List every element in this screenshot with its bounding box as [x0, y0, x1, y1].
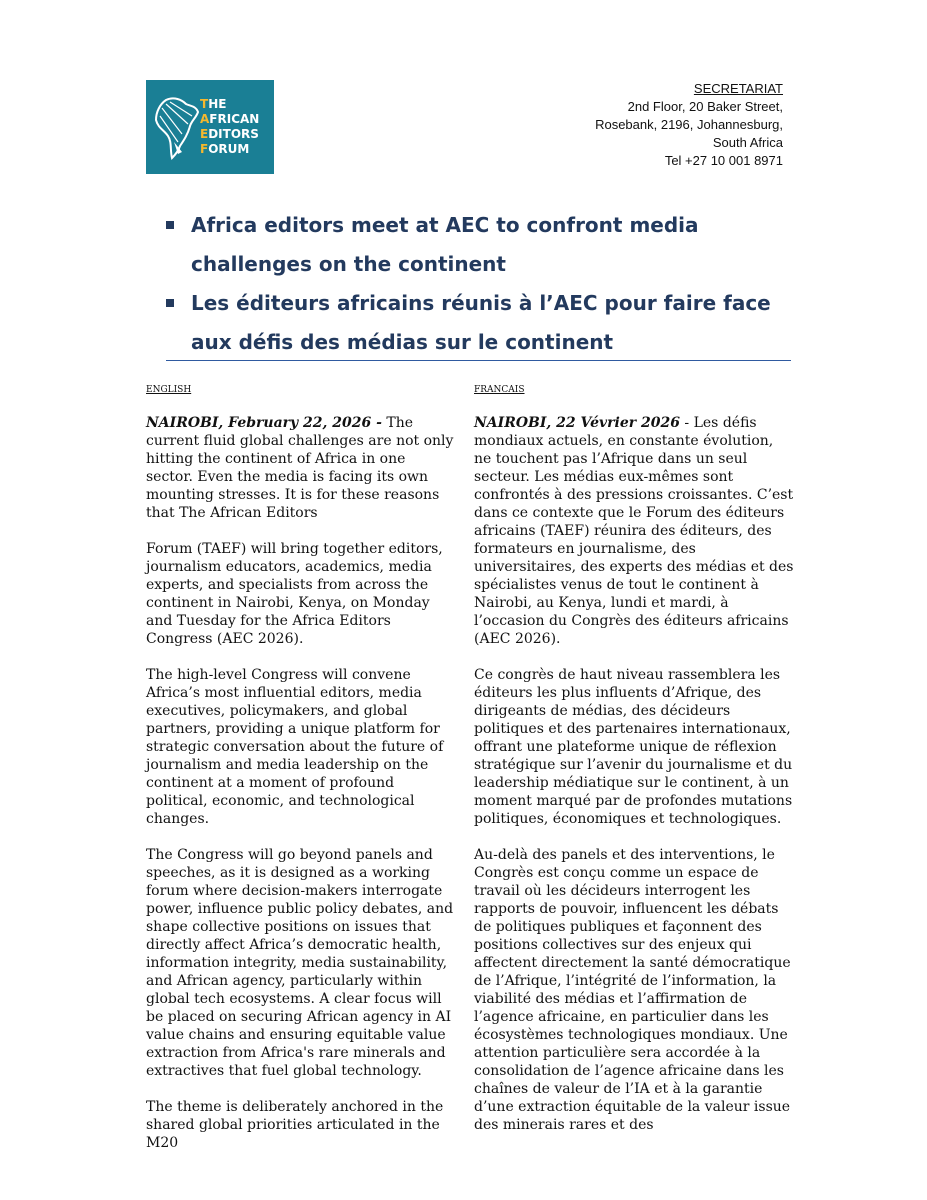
address-line: South Africa — [712, 135, 783, 150]
address-line: 2nd Floor, 20 Baker Street, — [627, 99, 783, 114]
phone-line: Tel +27 10 001 8971 — [664, 153, 783, 168]
logo-line: THE — [200, 97, 227, 111]
paragraph: Forum (TAEF) will bring together editors, journalism educators, academics, media experts, and specialists from across the continent in Nairobi, Kenya, on Monday and Tuesday for the Africa Editors Congress (AEC 2026). — [146, 541, 443, 647]
logo-line: FORUM — [200, 142, 250, 156]
english-column — [146, 384, 454, 1170]
bullet-icon — [166, 299, 174, 307]
french-column — [474, 384, 794, 1152]
paragraph: NAIROBI, February 22, 2026 - The current fluid global challenges are not only hitting the continent of Africa in one sector. Even the media is facing its own mounting stresses. It is for these reasons that The African Editors — [146, 415, 454, 521]
headline-english: Africa editors meet at AEC to confront media challenges on the continent — [166, 206, 796, 284]
divider — [166, 360, 791, 361]
africa-map-quill-icon — [152, 94, 202, 162]
paragraph: NAIROBI, 22 Vévrier 2026 - Les défis mondiaux actuels, en constante évolution, ne touchent pas l’Afrique dans un seul secteur. Les médias eux-mêmes sont confrontés à des pressions croissantes. C’est dans ce contexte que le Forum des éditeurs africains (TAEF) réunira des éditeurs, des formateurs en journalisme, des universitaires, des experts des médias et des spécialistes venus de tout le continent à Nairobi, au Kenya, lundi et mardi, à l’occasion du Congrès des éditeurs africains (AEC 2026). — [474, 415, 794, 647]
secretariat-title: SECRETARIAT — [693, 81, 783, 96]
french-label: FRANCAIS — [474, 385, 525, 395]
dateline: NAIROBI, February 22, 2026 - — [146, 415, 382, 431]
logo-line: EDITORS — [200, 127, 259, 141]
paragraph: Ce congrès de haut niveau rassemblera les éditeurs les plus influents d’Afrique, des dirigeants de médias, des décideurs politiques et des partenaires internationaux, offrant une plateforme unique de réflexion stratégique sur l’avenir du journalisme et du leadership médiatique sur le continent, à un moment marqué par de profondes mutations politiques, économiques et technologiques. — [474, 667, 793, 827]
address-line: Rosebank, 2196, Johannesburg, — [595, 117, 783, 132]
paragraph: Au-delà des panels et des interventions, le Congrès est conçu comme un espace de travail où les décideurs interrogent les rapports de pouvoir, influencent les débats de politiques publiques et façonnent des positions collectives sur des enjeux qui affectent directement la santé démocratique de l’Afrique, l’intégrité de l’information, la viabilité des médias et l’affirmation de l’agence africaine, en particulier dans les écosystèmes technologiques mondiaux. Une attention particulière sera accordée à la consolidation de l’agence africaine dans les chaînes de valeur de l’IA et à la garantie d’une extraction équitable de la valeur issue des minerais rares et des — [474, 847, 791, 1133]
paragraph: The high-level Congress will convene Africa’s most influential editors, media executives, policymakers, and global partners, providing a unique platform for strategic conversation about the future of journalism and media leadership on the continent at a moment of profound political, economic, and technological changes. — [146, 667, 444, 827]
english-label: ENGLISH — [146, 385, 192, 395]
logo-line: AFRICAN — [200, 112, 260, 126]
taef-logo — [146, 80, 274, 174]
secretariat-address — [595, 80, 783, 170]
logo-wordmark — [200, 97, 272, 157]
paragraph: The theme is deliberately anchored in the shared global priorities articulated in the M20 — [146, 1099, 444, 1151]
bullet-icon — [166, 221, 174, 229]
headline-french: Les éditeurs africains réunis à l’AEC pour faire face aux défis des médias sur le continent — [166, 284, 796, 362]
headlines — [166, 206, 796, 362]
paragraph: The Congress will go beyond panels and speeches, as it is designed as a working forum where decision-makers interrogate power, influence public policy debates, and shape collective positions on issues that directly affect Africa’s democratic health, information integrity, media sustainability, and African agency, particularly within global tech ecosystems. A clear focus will be placed on securing African agency in AI value chains and ensuring equitable value extraction from Africa's rare minerals and extractives that fuel global technology. — [146, 847, 454, 1079]
dateline: NAIROBI, 22 Vévrier 2026 — [474, 415, 680, 431]
